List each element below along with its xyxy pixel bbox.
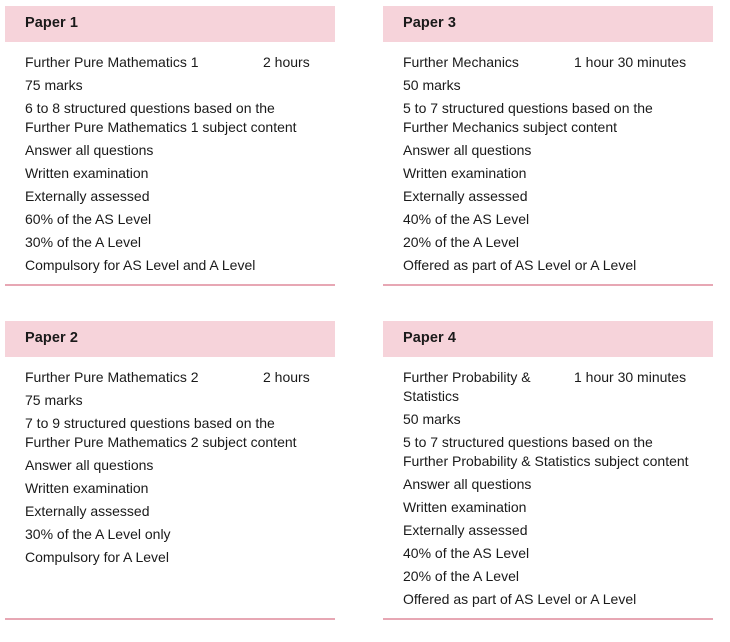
paper-1-detail-3: Externally assessed: [25, 188, 150, 204]
paper-2-marks: 75 marks: [25, 392, 83, 408]
paper-1-body: [5, 42, 335, 275]
paper-3-detail-2: Written examination: [403, 165, 527, 181]
paper-3-duration: 1 hour 30 minutes: [574, 54, 687, 70]
paper-2-duration: 2 hours: [263, 369, 310, 385]
paper-3-detail-5: 20% of the A Level: [403, 234, 519, 250]
paper-3-body: [383, 42, 713, 275]
paper-2-detail-1: Answer all questions: [25, 457, 154, 473]
paper-1-marks: 75 marks: [25, 77, 83, 93]
paper-1-detail-2: Written examination: [25, 165, 149, 181]
paper-1-detail-4: 60% of the AS Level: [25, 211, 152, 227]
paper-4-detail-5: 20% of the A Level: [403, 568, 519, 584]
paper-2-questions-line-1: 7 to 9 structured questions based on the: [25, 415, 275, 431]
paper-3-questions-line-2: Further Mechanics subject content: [403, 119, 617, 135]
paper-4-subject-line-1: Further Probability &: [403, 369, 531, 385]
paper-3-detail-6: Offered as part of AS Level or A Level: [403, 257, 637, 273]
paper-4-subject: [403, 368, 574, 406]
paper-2-body: [5, 357, 335, 567]
paper-2-subject: Further Pure Mathematics 2: [25, 369, 199, 385]
paper-3-questions-line-1: 5 to 7 structured questions based on the: [403, 100, 653, 116]
paper-2-detail-4: 30% of the A Level only: [25, 526, 171, 542]
paper-3-detail-1: Answer all questions: [403, 142, 532, 158]
paper-2-detail-5: Compulsory for A Level: [25, 549, 169, 565]
paper-3-title-row: [403, 53, 713, 72]
paper-2-title-row: [25, 368, 335, 387]
paper-1-detail-6: Compulsory for AS Level and A Level: [25, 257, 256, 273]
paper-1-detail-1: Answer all questions: [25, 142, 154, 158]
paper-1-questions: [25, 99, 335, 137]
paper-4-detail-1: Answer all questions: [403, 476, 532, 492]
paper-1-header: Paper 1: [5, 6, 335, 42]
paper-4-questions: [403, 433, 713, 471]
paper-1-detail-5: 30% of the A Level: [25, 234, 141, 250]
paper-1-questions-line-2: Further Pure Mathematics 1 subject content: [25, 119, 297, 135]
paper-4-questions-line-1: 5 to 7 structured questions based on the: [403, 434, 653, 450]
paper-4-card: [383, 321, 713, 620]
paper-1-title-row: [25, 53, 335, 72]
paper-4-detail-6: Offered as part of AS Level or A Level: [403, 591, 637, 607]
paper-1-questions-line-1: 6 to 8 structured questions based on the: [25, 100, 275, 116]
paper-3-card: [383, 6, 713, 286]
paper-4-subject-line-2: Statistics: [403, 388, 460, 404]
paper-2-detail-3: Externally assessed: [25, 503, 150, 519]
paper-3-detail-3: Externally assessed: [403, 188, 528, 204]
paper-1-card: [5, 6, 335, 286]
paper-1-duration: 2 hours: [263, 54, 310, 70]
paper-4-marks: 50 marks: [403, 411, 461, 427]
paper-4-detail-3: Externally assessed: [403, 522, 528, 538]
paper-1-subject: Further Pure Mathematics 1: [25, 54, 199, 70]
paper-3-marks: 50 marks: [403, 77, 461, 93]
paper-4-header: Paper 4: [383, 321, 713, 357]
paper-2-card: [5, 321, 335, 620]
paper-3-subject: Further Mechanics: [403, 54, 519, 70]
paper-3-detail-4: 40% of the AS Level: [403, 211, 530, 227]
paper-4-title-row: [403, 368, 713, 406]
paper-4-body: [383, 357, 713, 609]
paper-2-detail-2: Written examination: [25, 480, 149, 496]
paper-2-header: Paper 2: [5, 321, 335, 357]
paper-2-questions-line-2: Further Pure Mathematics 2 subject content: [25, 434, 297, 450]
paper-2-questions: [25, 414, 335, 452]
paper-4-questions-line-2: Further Probability & Statistics subject content: [403, 453, 689, 469]
paper-3-questions: [403, 99, 713, 137]
paper-4-detail-2: Written examination: [403, 499, 527, 515]
paper-4-detail-4: 40% of the AS Level: [403, 545, 530, 561]
paper-3-header: Paper 3: [383, 6, 713, 42]
paper-4-duration: 1 hour 30 minutes: [574, 369, 687, 385]
